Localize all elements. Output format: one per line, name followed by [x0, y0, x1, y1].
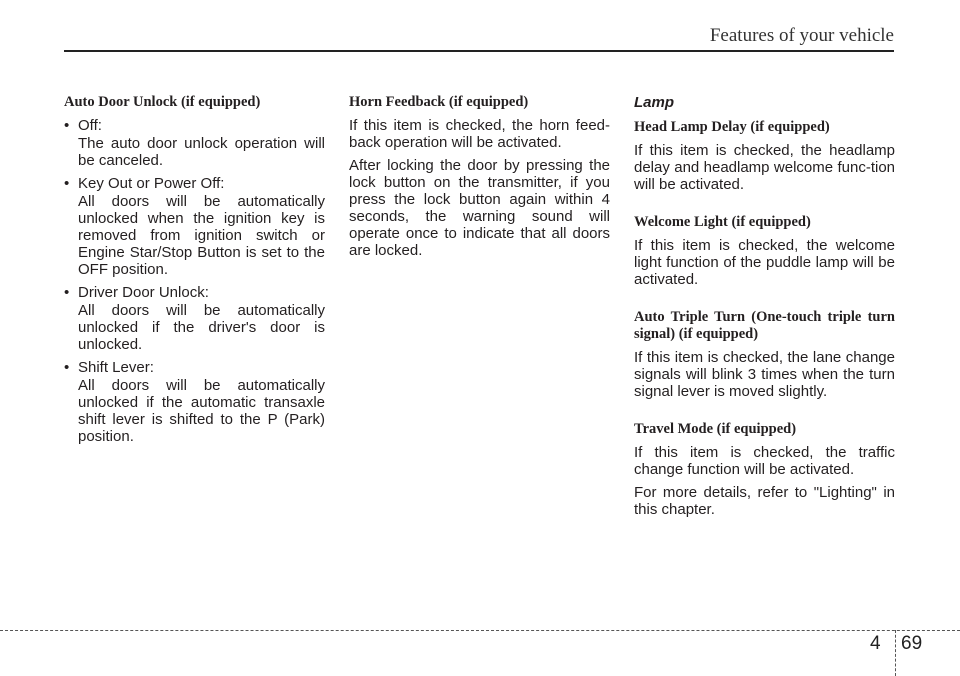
lighting-reference-text: For more details, refer to "Lighting" in this chapter.: [634, 484, 895, 518]
head-lamp-delay-text: If this item is checked, the headlamp delay and headlamp welcome func-tion will be activated.: [634, 142, 895, 193]
column-1: [64, 94, 325, 451]
auto-triple-turn-text: If this item is checked, the lane change signals will blink 3 times when the turn signal lever is moved slightly.: [634, 349, 895, 400]
column-3: [634, 94, 895, 524]
head-lamp-delay-section: [634, 119, 895, 193]
lamp-section-title: Lamp: [634, 94, 675, 111]
auto-door-unlock-heading: Auto Door Unlock (if equipped): [64, 94, 261, 110]
header-title: Features of your vehicle: [709, 25, 894, 46]
list-item: [64, 359, 325, 445]
list-item: [64, 284, 325, 353]
bullet-description: All doors will be automatically unlocked if the driver's door is unlocked.: [78, 302, 325, 353]
list-item: [64, 175, 325, 278]
welcome-light-heading: Welcome Light (if equipped): [634, 214, 811, 230]
head-lamp-delay-heading: Head Lamp Delay (if equipped): [634, 119, 830, 135]
bullet-label: • Off:: [64, 117, 325, 134]
header-rule: [64, 50, 894, 52]
bullet-label: • Shift Lever:: [64, 359, 325, 376]
welcome-light-section: [634, 214, 895, 288]
travel-mode-text: If this item is checked, the traffic change function will be activated.: [634, 444, 895, 478]
horn-feedback-paragraph-2: After locking the door by pressing the lock button on the transmitter, if you press the lock button again within 4 seconds, the warning sound will operate once to indicate that all doors are locked.: [349, 157, 610, 259]
footer-rule: [0, 630, 960, 631]
bullet-description: All doors will be automatically unlocked when the ignition key is removed from ignition switch or Engine Star/Stop Button is set to the OFF position.: [78, 193, 325, 278]
horn-feedback-heading: Horn Feedback (if equipped): [349, 94, 529, 110]
bullet-description: The auto door unlock operation will be canceled.: [78, 135, 325, 169]
bullet-description: All doors will be automatically unlocked if the automatic transaxle shift lever is shifted to the P (Park) position.: [78, 377, 325, 445]
auto-triple-turn-section: [634, 309, 895, 400]
list-item: [64, 117, 325, 169]
horn-feedback-paragraph-1: If this item is checked, the horn feed-back operation will be activated.: [349, 117, 610, 151]
bullet-label: • Driver Door Unlock:: [64, 284, 325, 301]
bullet-label: • Key Out or Power Off:: [64, 175, 325, 192]
footer-separator: [895, 630, 896, 676]
travel-mode-heading: Travel Mode (if equipped): [634, 421, 797, 437]
travel-mode-section: [634, 421, 895, 518]
welcome-light-text: If this item is checked, the welcome light function of the puddle lamp will be activated.: [634, 237, 895, 288]
chapter-number: 4: [870, 633, 881, 654]
auto-triple-turn-heading: Auto Triple Turn (One-touch triple turn signal) (if equipped): [634, 309, 895, 342]
page-number: 69: [901, 633, 923, 654]
column-2: [349, 94, 610, 265]
